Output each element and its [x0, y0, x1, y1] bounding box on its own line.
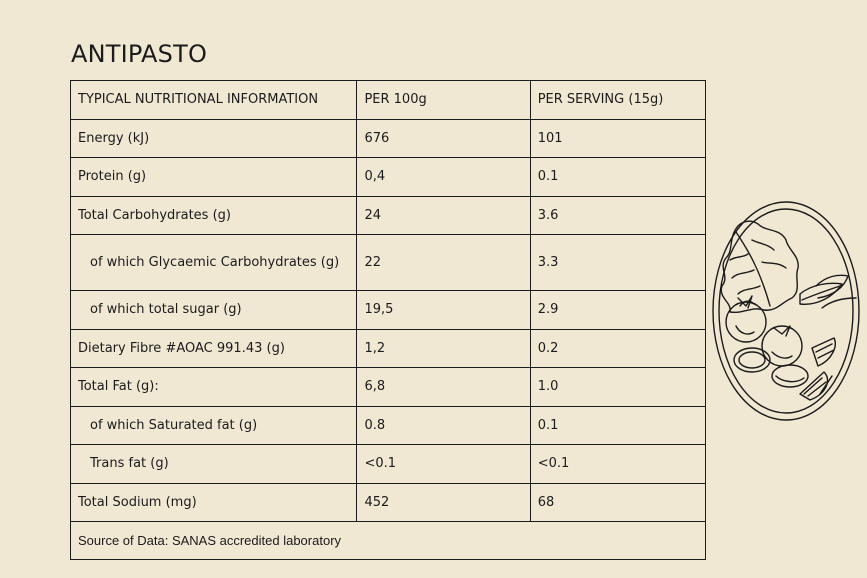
per-serving-value: <0.1: [530, 445, 705, 484]
per-100g-value: 676: [357, 119, 530, 158]
per-serving-value: 3.6: [530, 196, 705, 235]
row-label-text: Trans fat (g): [90, 456, 169, 472]
table-row: [71, 235, 706, 291]
row-label-text: Protein (g): [78, 169, 147, 185]
per-serving-value: 68: [530, 483, 705, 522]
source-row: [71, 522, 706, 560]
per-serving-value: 0.1: [530, 406, 705, 445]
row-label: [71, 445, 357, 484]
table-row: [71, 329, 706, 368]
per-serving-value: 0.2: [530, 329, 705, 368]
row-label: [71, 291, 357, 330]
table-row: [71, 119, 706, 158]
per-serving-value: 2.9: [530, 291, 705, 330]
row-label-text: Dietary Fibre #AOAC 991.43 (g): [78, 340, 285, 356]
per-100g-value: 6,8: [357, 368, 530, 407]
per-serving-value: 3.3: [530, 235, 705, 291]
header-cell-per-100g: PER 100g: [357, 81, 530, 120]
page-title: ANTIPASTO: [71, 40, 208, 68]
per-100g-value: 1,2: [357, 329, 530, 368]
per-100g-value: 452: [357, 483, 530, 522]
table-row: [71, 158, 706, 197]
source-note: Source of Data: SANAS accredited laboratory: [71, 522, 706, 560]
row-label: [71, 119, 357, 158]
row-label-text: of which Saturated fat (g): [90, 417, 258, 433]
per-100g-value: 22: [357, 235, 530, 291]
table-row: [71, 291, 706, 330]
row-label: [71, 329, 357, 368]
per-serving-value: 1.0: [530, 368, 705, 407]
per-100g-value: <0.1: [357, 445, 530, 484]
row-label: [71, 158, 357, 197]
per-serving-value: 0.1: [530, 158, 705, 197]
row-label-text: of which total sugar (g): [90, 302, 242, 318]
row-label: [71, 196, 357, 235]
row-label: [71, 235, 357, 291]
per-100g-value: 0,4: [357, 158, 530, 197]
row-label-text: Total Carbohydrates (g): [78, 207, 231, 223]
table-row: [71, 445, 706, 484]
table-row: [71, 368, 706, 407]
row-label: [71, 406, 357, 445]
row-label-text: of which Glycaemic Carbohydrates (g): [90, 255, 340, 270]
salad-plate-icon: [708, 198, 864, 424]
row-label-text: Energy (kJ): [78, 130, 150, 146]
header-cell-per-serving: PER SERVING (15g): [530, 81, 705, 120]
nutrition-table: [70, 80, 706, 560]
per-100g-value: 0.8: [357, 406, 530, 445]
row-label-text: Total Fat (g):: [78, 379, 159, 395]
header-cell-nutrient: TYPICAL NUTRITIONAL INFORMATION: [71, 81, 357, 120]
table-header-row: [71, 81, 706, 120]
table-row: [71, 406, 706, 445]
per-100g-value: 24: [357, 196, 530, 235]
per-100g-value: 19,5: [357, 291, 530, 330]
row-label: [71, 368, 357, 407]
per-serving-value: 101: [530, 119, 705, 158]
table-row: [71, 196, 706, 235]
row-label-text: Total Sodium (mg): [78, 494, 197, 510]
table-row: [71, 483, 706, 522]
row-label: [71, 483, 357, 522]
